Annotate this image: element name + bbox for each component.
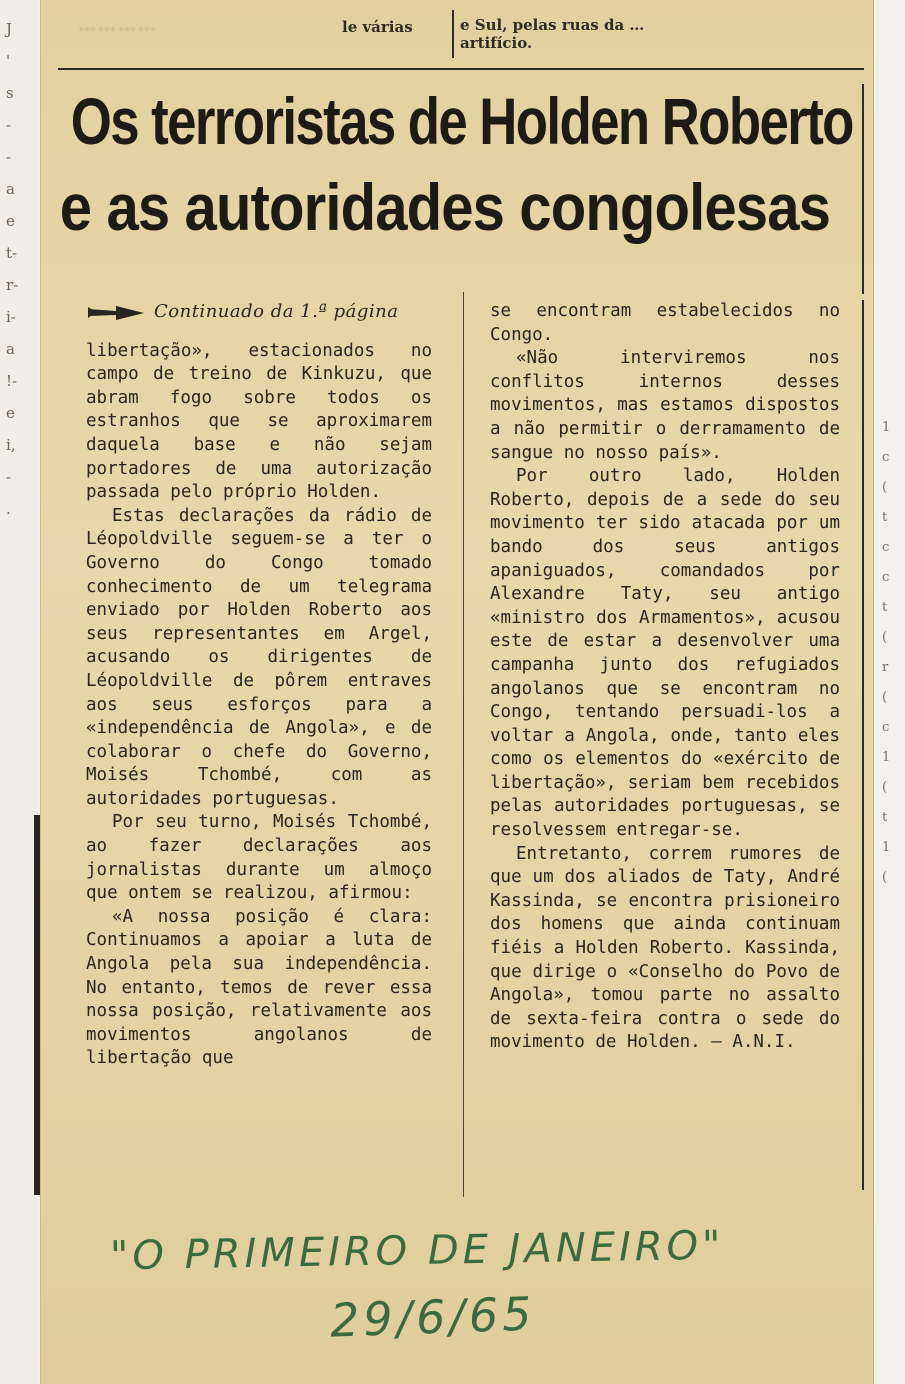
margin-fragment: c xyxy=(882,720,890,735)
margin-fragment: ( xyxy=(882,870,888,885)
margin-fragment: ( xyxy=(882,630,888,645)
margin-fragment: - xyxy=(6,116,12,134)
fragment-right-line: artifício. xyxy=(460,34,533,52)
paragraph: «Não interviremos nos conflitos internos desses movimentos, mas estamos dispostos a não permitir o derramamento de sangue no nosso país». xyxy=(490,348,840,463)
paragraph: Estas declarações da rádio de Léopoldville seguem-se a ter o Governo do Congo tomado conhecimento de um telegrama enviado por Holden Roberto aos seus representantes em Argel, acusando os dirigentes de Léopoldville de pôrem entraves aos seus esforços para a «independência de Angola», e de colaborar o chefe do Governo, Moisés Tchombé, com as autoridades portuguesas. xyxy=(86,505,432,809)
top-rule xyxy=(58,68,864,70)
paragraph: «A nossa posição é clara: Continuamos a apoiar a luta de Angola pela sua independência. No entanto, temos de rever essa nossa posição, relativamente aos movimentos angolanos de libertação que xyxy=(86,906,432,1069)
margin-fragment: r- xyxy=(6,276,19,294)
handwritten-date-note: 29/6/65 xyxy=(329,1286,537,1348)
blurred-fragment-text: ………… xyxy=(78,14,158,35)
margin-fragment: i- xyxy=(6,308,16,326)
headline-right-rule xyxy=(862,84,864,294)
margin-fragment: 1 xyxy=(882,750,891,765)
headline-line-2: e as autoridades congolesas xyxy=(59,170,831,244)
margin-fragment: e xyxy=(6,212,15,230)
column-divider xyxy=(463,292,464,1197)
article-column-left xyxy=(86,300,432,1071)
margin-fragment: J xyxy=(6,20,13,38)
margin-fragment: e xyxy=(6,404,15,422)
margin-fragment: ' xyxy=(6,52,11,70)
continued-text: Continuado da 1.ª página xyxy=(154,301,399,322)
margin-fragment: a xyxy=(6,180,15,198)
paragraph: Por seu turno, Moisés Tchombé, ao fazer declarações aos jornalistas durante um almoço que ontem se realizou, afirmou: xyxy=(86,812,432,904)
pointing-arrow-icon xyxy=(86,303,146,321)
margin-fragment: c xyxy=(882,540,890,555)
paragraph: se encontram estabelecidos no Congo. xyxy=(490,301,840,345)
previous-article-fragment xyxy=(60,0,860,68)
right-column-rule xyxy=(862,300,864,1190)
continued-from-label xyxy=(86,300,432,324)
fragment-right-column xyxy=(460,16,644,52)
margin-fragment: - xyxy=(6,148,12,166)
fragment-column-divider xyxy=(452,10,454,58)
margin-fragment: ( xyxy=(882,480,888,495)
margin-fragment: c xyxy=(882,570,890,585)
margin-fragment: - xyxy=(6,468,12,486)
margin-fragment: t xyxy=(882,510,888,525)
margin-fragment: c xyxy=(882,450,890,465)
margin-fragment: 1 xyxy=(882,840,891,855)
adjacent-page-strip xyxy=(0,0,38,1384)
margin-fragment: i, xyxy=(6,436,16,454)
paragraph: Por outro lado, Holden Roberto, depois de a sede do seu movimento ter sido atacada por um bando dos seus antigos apaniguados, comandados por Alexandre Taty, seu antigo «ministro dos Armamentos», acusou este de estar a desenvolver uma campanha junto dos refugiados angolanos que se encontram no Congo, tentando persuadi-los a voltar a Angola, onde, tanto eles como os elementos do «exército de libertação», seriam bem recebidos pelas autoridades portuguesas, se resolvessem entregar-se. xyxy=(490,466,840,841)
margin-fragment: !- xyxy=(6,372,18,390)
margin-fragment: s xyxy=(6,84,14,102)
paragraph: Entretanto, correm rumores de que um dos aliados de Taty, André Kassinda, se encontra prisioneiro dos homens que ainda continuam fiéis a Holden Roberto. Kassinda, que dirige o «Conselho do Povo de Angola», tomou parte no assalto de sexta-feira contra o sede do movimento de Holden. — A.N.I. xyxy=(490,843,840,1053)
headline xyxy=(58,78,858,250)
fragment-left-column: le várias xyxy=(342,18,413,36)
margin-fragment: r xyxy=(882,660,889,675)
margin-fragment: t xyxy=(882,810,888,825)
margin-fragment: ( xyxy=(882,780,888,795)
fragment-right-line: e Sul, pelas ruas da … xyxy=(460,16,645,34)
margin-fragment: ( xyxy=(882,690,888,705)
headline-line-1: Os terroristas de Holden Roberto xyxy=(70,84,853,158)
margin-fragment: . xyxy=(6,500,11,518)
paragraph: libertação», estacionados no campo de treino de Kinkuzu, que abram fogo sobre todos os estranhos que se aproximarem daquela base e não sejam portadores de uma autorização passada pelo próprio Holden. xyxy=(86,340,432,503)
margin-fragment: a xyxy=(6,340,15,358)
margin-fragment: t xyxy=(882,600,888,615)
handwritten-source-note: "O PRIMEIRO DE JANEIRO" xyxy=(109,1222,725,1280)
article-column-right xyxy=(490,300,840,1055)
margin-fragment: 1 xyxy=(882,420,891,435)
margin-fragment: t- xyxy=(6,244,18,262)
